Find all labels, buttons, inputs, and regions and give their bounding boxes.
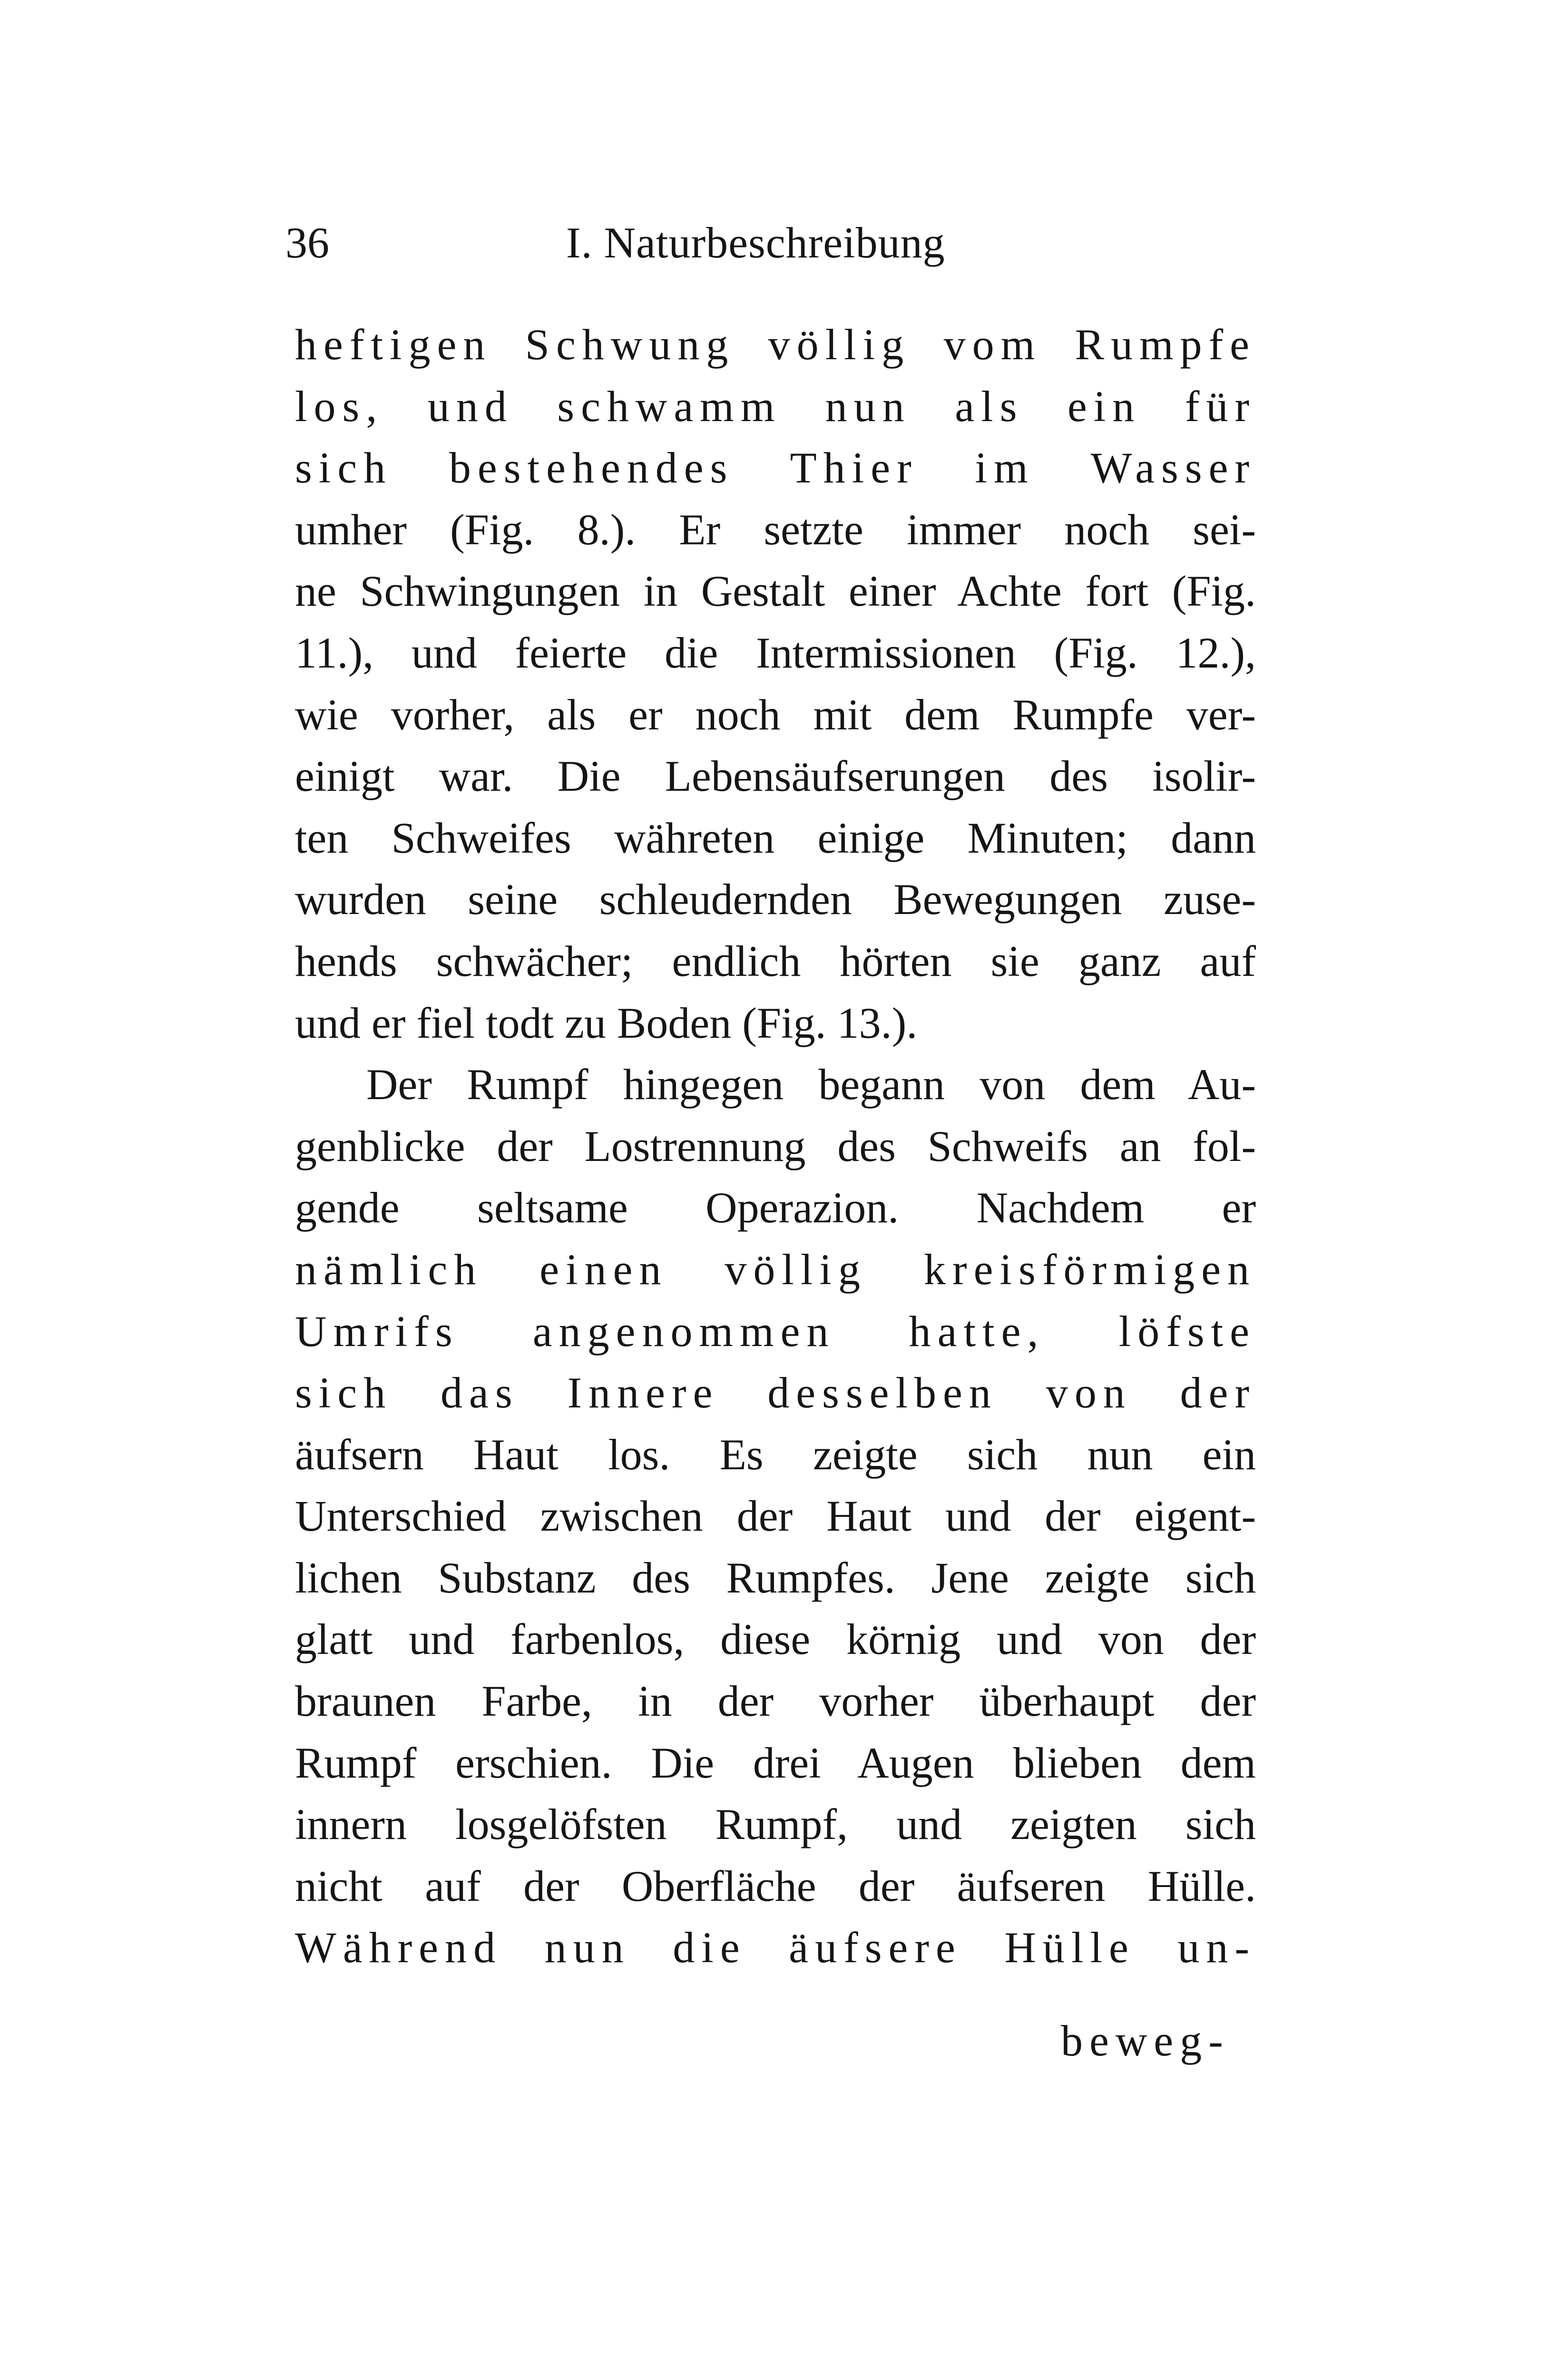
text-line: gende seltsame Operazion. Nachdem er <box>295 1183 1256 1232</box>
text-line: hends schwächer; endlich hörten sie ganz auf <box>295 936 1256 985</box>
text-line: wurden seine schleudernden Bewegungen zuse- <box>295 875 1256 924</box>
text-line: los, und schwamm nun als ein für <box>295 382 1256 431</box>
text-line: sich das Innere desselben von der <box>295 1368 1256 1417</box>
text-line: ten Schweifes währeten einige Minuten; dann <box>295 813 1256 862</box>
text-line: lichen Substanz des Rumpfes. Jene zeigte sich <box>295 1553 1256 1602</box>
text-line: heftigen Schwung völlig vom Rumpfe <box>295 320 1256 369</box>
text-line: Unterschied zwischen der Haut und der eigent- <box>295 1492 1256 1541</box>
text-line: sich bestehendes Thier im Wasser <box>295 443 1256 492</box>
text-line: 11.), und feierte die Intermissionen (Fig. 12.), <box>295 628 1256 677</box>
text-line: ne Schwingungen in Gestalt einer Achte fort (Fig. <box>295 567 1256 616</box>
text-line: genblicke der Lostrennung des Schweifs an fol- <box>295 1121 1256 1170</box>
text-line: umher (Fig. 8.). Er setzte immer noch sei- <box>295 505 1256 554</box>
text-line: braunen Farbe, in der vorher überhaupt der <box>295 1677 1256 1726</box>
running-head <box>285 214 1275 271</box>
text-line: Während nun die äufsere Hülle un- <box>295 1923 1256 1972</box>
page-number: 36 <box>285 218 329 267</box>
text-line: einigt war. Die Lebensäufserungen des isolir- <box>295 752 1256 801</box>
text-line: Umrifs angenommen hatte, löfste <box>295 1307 1256 1356</box>
text-line: Der Rumpf hingegen begann von dem Au- <box>366 1060 1256 1109</box>
text-line: nicht auf der Oberfläche der äufseren Hülle. <box>295 1861 1256 1910</box>
running-title: I. Naturbeschreibung <box>566 218 945 267</box>
text-line: Rumpf erschien. Die drei Augen blieben dem <box>295 1738 1256 1787</box>
body-text <box>295 314 1256 1979</box>
text-line: innern losgelöfsten Rumpf, und zeigten sich <box>295 1800 1256 1849</box>
text-line: und er fiel todt zu Boden (Fig. 13.). <box>295 998 918 1047</box>
text-line: nämlich einen völlig kreisförmigen <box>295 1245 1256 1294</box>
catchword: beweg- <box>1061 2016 1230 2065</box>
text-line: wie vorher, als er noch mit dem Rumpfe ver- <box>295 690 1256 739</box>
text-line: glatt und farbenlos, diese körnig und von der <box>295 1615 1256 1664</box>
text-line: äufsern Haut los. Es zeigte sich nun ein <box>295 1430 1256 1479</box>
